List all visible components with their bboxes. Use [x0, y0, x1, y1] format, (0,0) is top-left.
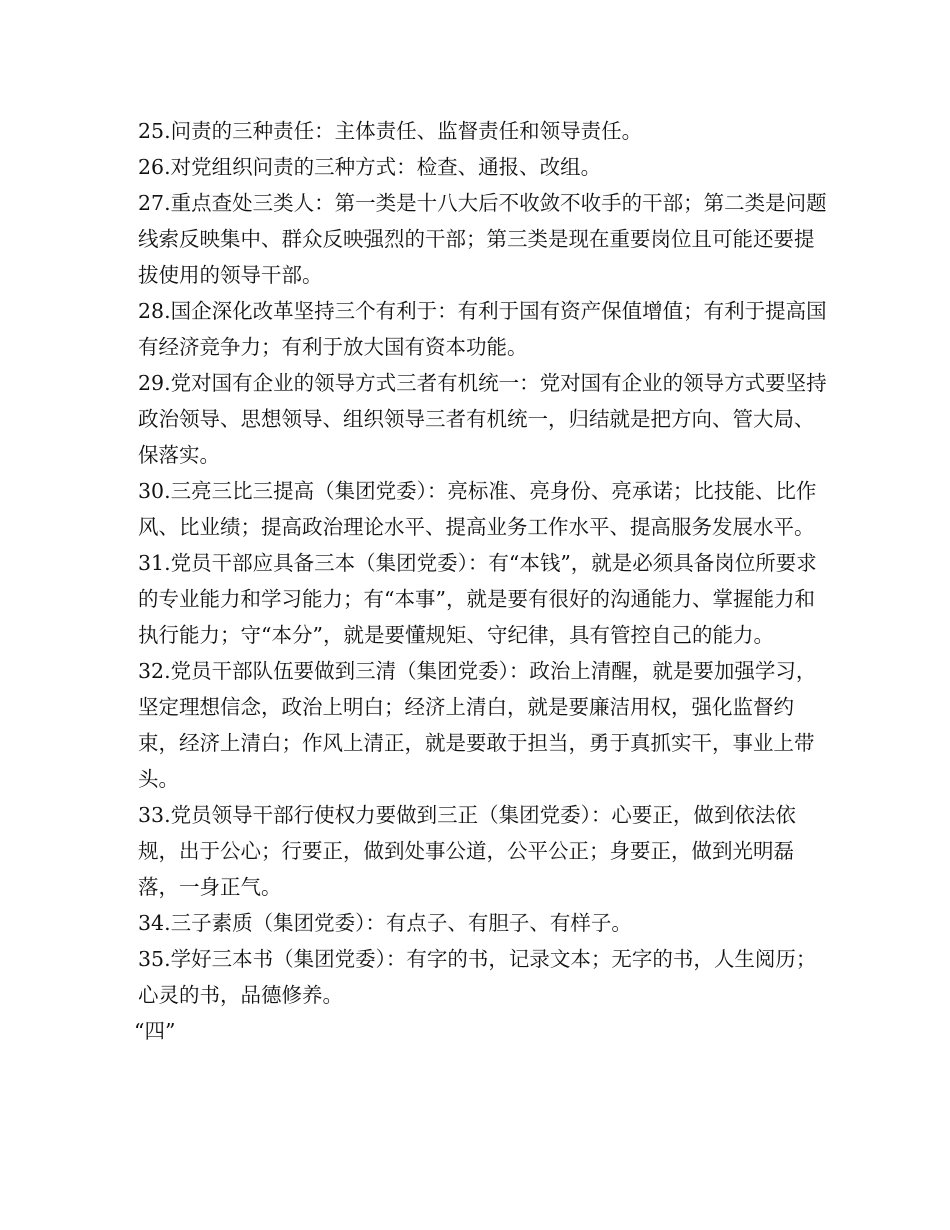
- list-item: 25.问责的三种责任：主体责任、监督责任和领导责任。: [138, 119, 643, 143]
- list-item: 32.党员干部队伍要做到三清（集团党委）：政治上清醒，就是要加强学习，坚定理想信念，政治上明白；经济上清白，就是要廉洁用权，强化监督约束，经济上清白；作风上清正，就是要敢于担当，勇于真抓实干，事业上带头。: [138, 659, 817, 791]
- list-item: 28.国企深化改革坚持三个有利于：有利于国有资产保值增值；有利于提高国有经济竞争力；有利于放大国有资本功能。: [138, 299, 827, 359]
- document-body: [134, 113, 828, 1049]
- list-item: 33.党员领导干部行使权力要做到三正（集团党委）：心要正，做到依法依规，出于公心；行要正，做到处事公道，公平公正；身要正，做到光明磊落，一身正气。: [138, 803, 796, 899]
- list-item: 29.党对国有企业的领导方式三者有机统一：党对国有企业的领导方式要坚持政治领导、思想领导、组织领导三者有机统一，归结就是把方向、管大局、保落实。: [138, 371, 827, 467]
- section-heading: “四”: [134, 1019, 176, 1043]
- list-item: 35.学好三本书（集团党委）：有字的书，记录文本；无字的书，人生阅历；心灵的书，品德修养。: [138, 947, 817, 1007]
- list-item: 31.党员干部应具备三本（集团党委）：有“本钱”，就是必须具备岗位所要求的专业能力和学习能力；有“本事”，就是要有很好的沟通能力、掌握能力和执行能力；守“本分”，就是要懂规矩、守纪律，具有管控自己的能力。: [138, 551, 817, 647]
- list-item: 27.重点查处三类人：第一类是十八大后不收敛不收手的干部；第二类是问题线索反映集中、群众反映强烈的干部；第三类是现在重要岗位且可能还要提拔使用的领导干部。: [138, 191, 827, 287]
- list-item: 34.三子素质（集团党委）：有点子、有胆子、有样子。: [138, 911, 632, 935]
- list-item: 30.三亮三比三提高（集团党委）：亮标准、亮身份、亮承诺；比技能、比作风、比业绩；提高政治理论水平、提高业务工作水平、提高服务发展水平。: [138, 479, 817, 539]
- list-item: 26.对党组织问责的三种方式：检查、通报、改组。: [138, 155, 602, 179]
